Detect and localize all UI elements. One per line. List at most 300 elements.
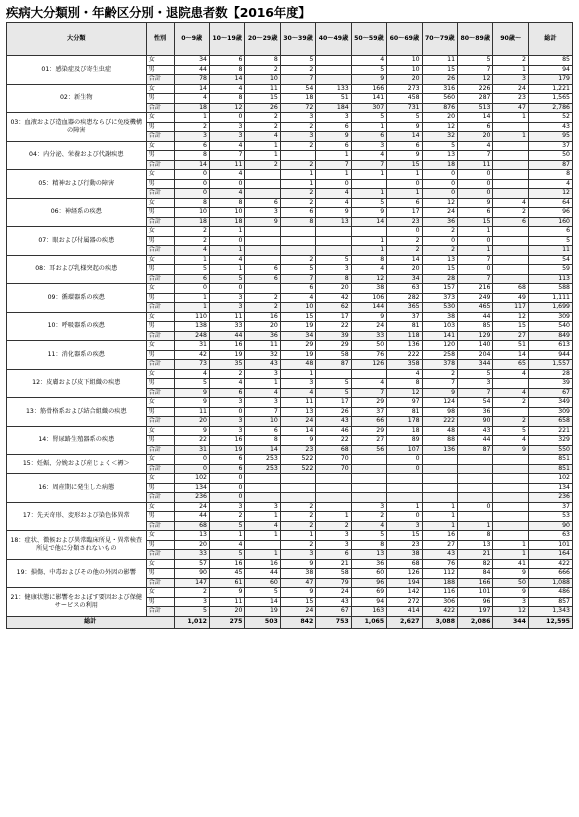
count-cell: 20 <box>387 265 422 275</box>
sex-cell: 合計 <box>146 189 174 199</box>
sex-cell: 女 <box>146 455 174 465</box>
count-cell: 5 <box>245 588 280 598</box>
count-cell: 3 <box>351 141 386 151</box>
table-row <box>7 531 573 541</box>
count-cell: 0 <box>422 189 457 199</box>
count-cell <box>387 483 422 493</box>
count-cell: 11 <box>174 407 209 417</box>
count-cell: 1 <box>174 303 209 313</box>
header-age: 60～69歳 <box>387 23 422 56</box>
sex-cell: 男 <box>146 179 174 189</box>
row-total-cell: 857 <box>528 597 572 607</box>
count-cell: 60 <box>351 569 386 579</box>
count-cell: 136 <box>422 445 457 455</box>
count-cell: 51 <box>493 341 528 351</box>
count-cell: 43 <box>422 550 457 560</box>
count-cell: 103 <box>422 322 457 332</box>
row-total-cell: 179 <box>528 75 572 85</box>
row-total-cell: 550 <box>528 445 572 455</box>
count-cell: 97 <box>387 398 422 408</box>
count-cell: 4 <box>280 293 315 303</box>
sex-cell: 男 <box>146 151 174 161</box>
count-cell: 85 <box>458 322 493 332</box>
count-cell: 2 <box>174 588 209 598</box>
count-cell: 43 <box>458 426 493 436</box>
count-cell: 110 <box>174 312 209 322</box>
count-cell: 34 <box>174 56 209 66</box>
count-cell: 3 <box>209 122 244 132</box>
count-cell: 0 <box>458 502 493 512</box>
count-cell: 7 <box>458 274 493 284</box>
count-cell: 24 <box>316 588 351 598</box>
sex-cell: 合計 <box>146 246 174 256</box>
row-total-cell: 851 <box>528 455 572 465</box>
count-cell <box>351 227 386 237</box>
row-total-cell: 2,786 <box>528 103 572 113</box>
count-cell: 14 <box>280 426 315 436</box>
header-row <box>7 23 573 56</box>
count-cell <box>493 255 528 265</box>
count-cell: 19 <box>209 445 244 455</box>
count-cell: 44 <box>174 512 209 522</box>
count-cell: 39 <box>316 331 351 341</box>
count-cell: 94 <box>351 597 386 607</box>
count-cell: 6 <box>316 141 351 151</box>
row-total-cell: 53 <box>528 512 572 522</box>
count-cell: 10 <box>174 208 209 218</box>
count-cell: 2 <box>280 65 315 75</box>
count-cell: 54 <box>458 398 493 408</box>
sex-cell: 合計 <box>146 132 174 142</box>
count-cell: 35 <box>209 360 244 370</box>
count-cell: 20 <box>209 607 244 617</box>
count-cell: 84 <box>458 569 493 579</box>
row-total-cell: 1,088 <box>528 578 572 588</box>
count-cell: 1 <box>351 122 386 132</box>
count-cell: 414 <box>387 607 422 617</box>
count-cell: 69 <box>351 588 386 598</box>
header-age: 80～89歳 <box>458 23 493 56</box>
count-cell <box>458 483 493 493</box>
count-cell: 36 <box>458 407 493 417</box>
count-cell: 0 <box>458 179 493 189</box>
count-cell <box>316 246 351 256</box>
table-row <box>7 502 573 512</box>
sex-cell: 女 <box>146 559 174 569</box>
count-cell: 7 <box>209 151 244 161</box>
count-cell: 2 <box>209 369 244 379</box>
count-cell: 1 <box>351 170 386 180</box>
count-cell: 72 <box>280 103 315 113</box>
count-cell <box>245 474 280 484</box>
count-cell: 0 <box>174 189 209 199</box>
count-cell: 20 <box>174 417 209 427</box>
count-cell: 2 <box>493 56 528 66</box>
count-cell: 1 <box>316 151 351 161</box>
count-cell <box>387 474 422 484</box>
count-cell: 226 <box>458 84 493 94</box>
count-cell: 5 <box>316 255 351 265</box>
count-cell: 81 <box>387 407 422 417</box>
sex-cell: 男 <box>146 569 174 579</box>
count-cell: 9 <box>174 426 209 436</box>
count-cell <box>493 246 528 256</box>
table-row <box>7 559 573 569</box>
count-cell: 9 <box>493 445 528 455</box>
count-cell: 126 <box>351 360 386 370</box>
count-cell: 3 <box>316 531 351 541</box>
count-cell: 16 <box>245 559 280 569</box>
count-cell: 16 <box>209 341 244 351</box>
count-cell: 7 <box>422 379 457 389</box>
count-cell: 6 <box>387 141 422 151</box>
count-cell: 3 <box>245 502 280 512</box>
count-cell <box>458 464 493 474</box>
count-cell: 116 <box>422 588 457 598</box>
sex-cell: 合計 <box>146 521 174 531</box>
row-total-cell: 67 <box>528 388 572 398</box>
count-cell: 222 <box>387 350 422 360</box>
count-cell: 27 <box>493 331 528 341</box>
sex-cell: 女 <box>146 312 174 322</box>
sex-cell: 女 <box>146 502 174 512</box>
count-cell: 76 <box>351 350 386 360</box>
count-cell: 68 <box>493 284 528 294</box>
count-cell: 89 <box>387 436 422 446</box>
count-cell <box>493 189 528 199</box>
row-total-cell: 422 <box>528 559 572 569</box>
category-label: 07：眼および付属器の疾患 <box>7 227 147 256</box>
count-cell: 118 <box>387 331 422 341</box>
count-cell: 5 <box>316 379 351 389</box>
count-cell <box>351 179 386 189</box>
count-cell: 136 <box>387 341 422 351</box>
count-cell: 112 <box>422 569 457 579</box>
count-cell: 307 <box>351 103 386 113</box>
count-cell: 15 <box>493 322 528 332</box>
count-cell: 1 <box>209 246 244 256</box>
count-cell: 5 <box>458 369 493 379</box>
count-cell: 19 <box>280 322 315 332</box>
count-cell: 11 <box>245 84 280 94</box>
row-total-cell: 349 <box>528 398 572 408</box>
row-total-cell: 5 <box>528 236 572 246</box>
count-cell: 560 <box>422 94 457 104</box>
count-cell: 120 <box>422 341 457 351</box>
count-cell: 9 <box>458 198 493 208</box>
count-cell: 14 <box>493 350 528 360</box>
row-total-cell: 43 <box>528 122 572 132</box>
count-cell: 87 <box>316 360 351 370</box>
count-cell: 0 <box>458 170 493 180</box>
count-cell <box>493 379 528 389</box>
row-total-cell: 309 <box>528 407 572 417</box>
count-cell: 4 <box>493 388 528 398</box>
count-cell: 4 <box>280 388 315 398</box>
count-cell: 3 <box>174 597 209 607</box>
count-cell: 2 <box>280 512 315 522</box>
count-cell: 41 <box>493 559 528 569</box>
count-cell: 49 <box>493 293 528 303</box>
count-cell: 1 <box>493 113 528 123</box>
count-cell: 6 <box>316 122 351 132</box>
count-cell: 4 <box>174 246 209 256</box>
count-cell: 4 <box>174 369 209 379</box>
count-cell: 38 <box>422 312 457 322</box>
count-cell: 88 <box>422 436 457 446</box>
row-total-cell: 160 <box>528 217 572 227</box>
sex-cell: 女 <box>146 56 174 66</box>
count-cell <box>493 170 528 180</box>
count-cell: 14 <box>387 255 422 265</box>
category-label: 06：神経系の疾患 <box>7 198 147 227</box>
count-cell: 33 <box>174 550 209 560</box>
count-cell: 19 <box>209 350 244 360</box>
count-cell: 12 <box>351 274 386 284</box>
count-cell: 3 <box>280 113 315 123</box>
count-cell <box>493 483 528 493</box>
count-cell <box>245 255 280 265</box>
row-total-cell: 11 <box>528 246 572 256</box>
count-cell: 0 <box>422 170 457 180</box>
count-cell: 38 <box>351 284 386 294</box>
count-cell: 20 <box>458 132 493 142</box>
count-cell <box>422 483 457 493</box>
count-cell: 32 <box>245 350 280 360</box>
category-label: 19：損傷、中毒およびその他の外因の影響 <box>7 559 147 588</box>
count-cell: 8 <box>245 56 280 66</box>
count-cell: 4 <box>351 151 386 161</box>
count-cell: 15 <box>422 265 457 275</box>
sex-cell: 合計 <box>146 417 174 427</box>
count-cell: 0 <box>174 455 209 465</box>
count-cell: 24 <box>174 502 209 512</box>
count-cell: 3 <box>316 265 351 275</box>
count-cell: 18 <box>174 217 209 227</box>
count-cell: 4 <box>316 198 351 208</box>
count-cell: 1 <box>493 550 528 560</box>
count-cell: 5 <box>280 265 315 275</box>
count-cell: 5 <box>351 531 386 541</box>
count-cell <box>422 493 457 503</box>
count-cell: 10 <box>387 65 422 75</box>
count-cell: 0 <box>209 474 244 484</box>
count-cell <box>316 502 351 512</box>
table-row <box>7 198 573 208</box>
count-cell: 4 <box>209 170 244 180</box>
sex-cell: 合計 <box>146 578 174 588</box>
count-cell: 287 <box>458 94 493 104</box>
count-cell: 117 <box>493 303 528 313</box>
grand-total-label: 総計 <box>7 616 175 628</box>
count-cell: 6 <box>209 455 244 465</box>
count-cell: 9 <box>280 588 315 598</box>
count-cell: 26 <box>316 407 351 417</box>
count-cell: 12 <box>387 388 422 398</box>
count-cell <box>316 493 351 503</box>
count-cell <box>316 474 351 484</box>
count-cell: 18 <box>422 160 457 170</box>
row-total-cell: 1,699 <box>528 303 572 313</box>
count-cell: 5 <box>351 65 386 75</box>
sex-cell: 男 <box>146 236 174 246</box>
sex-cell: 男 <box>146 322 174 332</box>
count-cell: 236 <box>174 493 209 503</box>
count-cell <box>280 246 315 256</box>
count-cell: 4 <box>209 84 244 94</box>
count-cell: 29 <box>351 426 386 436</box>
count-cell: 9 <box>316 132 351 142</box>
header-age: 90歳～ <box>493 23 528 56</box>
count-cell: 5 <box>209 550 244 560</box>
count-cell: 10 <box>209 208 244 218</box>
count-cell: 2 <box>493 398 528 408</box>
row-total-cell: 94 <box>528 65 572 75</box>
count-cell: 15 <box>387 160 422 170</box>
sex-cell: 合計 <box>146 550 174 560</box>
count-cell: 8 <box>351 540 386 550</box>
grand-total-cell: 1,012 <box>174 616 209 628</box>
count-cell: 3 <box>209 426 244 436</box>
count-cell: 9 <box>387 151 422 161</box>
count-cell: 14 <box>245 597 280 607</box>
category-label: 09：循環器系の疾患 <box>7 284 147 313</box>
count-cell: 20 <box>387 75 422 85</box>
header-category: 大分類 <box>7 23 147 56</box>
count-cell: 22 <box>316 436 351 446</box>
count-cell: 184 <box>316 103 351 113</box>
count-cell: 58 <box>316 569 351 579</box>
count-cell: 50 <box>351 341 386 351</box>
count-cell <box>422 464 457 474</box>
count-cell: 1 <box>245 531 280 541</box>
count-cell: 101 <box>458 588 493 598</box>
sex-cell: 合計 <box>146 464 174 474</box>
grand-total-cell: 3,088 <box>422 616 457 628</box>
count-cell: 530 <box>422 303 457 313</box>
table-row <box>7 170 573 180</box>
count-cell: 28 <box>422 274 457 284</box>
count-cell: 0 <box>209 493 244 503</box>
sex-cell: 合計 <box>146 75 174 85</box>
count-cell: 11 <box>245 341 280 351</box>
count-cell: 24 <box>493 84 528 94</box>
category-label: 15：妊娠、分娩および産じょく＜褥＞ <box>7 455 147 474</box>
count-cell: 5 <box>174 607 209 617</box>
count-cell: 11 <box>209 597 244 607</box>
header-age: 70～79歳 <box>422 23 457 56</box>
count-cell: 23 <box>493 94 528 104</box>
table-row <box>7 474 573 484</box>
category-label: 18：症状、徴候および異常臨床所見・異常検査所見で他に分類されないもの <box>7 531 147 560</box>
count-cell: 876 <box>422 103 457 113</box>
count-cell: 31 <box>174 341 209 351</box>
row-total-cell: 4 <box>528 179 572 189</box>
category-label: 08：耳および乳様突起の疾患 <box>7 255 147 284</box>
count-cell: 42 <box>174 350 209 360</box>
count-cell <box>351 369 386 379</box>
count-cell: 12 <box>422 198 457 208</box>
count-cell: 43 <box>245 360 280 370</box>
grand-total-cell: 503 <box>245 616 280 628</box>
count-cell <box>316 236 351 246</box>
count-cell: 0 <box>458 236 493 246</box>
sex-cell: 合計 <box>146 303 174 313</box>
count-cell: 14 <box>458 113 493 123</box>
count-cell: 522 <box>280 455 315 465</box>
count-cell: 66 <box>351 417 386 427</box>
count-cell <box>493 141 528 151</box>
count-cell: 87 <box>458 445 493 455</box>
count-cell: 3 <box>280 379 315 389</box>
count-cell: 2 <box>174 236 209 246</box>
count-cell: 2 <box>280 198 315 208</box>
count-cell: 2 <box>422 246 457 256</box>
count-cell: 7 <box>458 255 493 265</box>
count-cell <box>245 227 280 237</box>
count-cell: 2 <box>280 502 315 512</box>
count-cell: 4 <box>351 521 386 531</box>
count-cell: 1 <box>209 227 244 237</box>
count-cell: 5 <box>316 388 351 398</box>
count-cell: 9 <box>422 388 457 398</box>
count-cell: 58 <box>316 350 351 360</box>
count-cell: 34 <box>280 331 315 341</box>
count-cell <box>493 474 528 484</box>
count-cell: 222 <box>422 417 457 427</box>
count-cell: 13 <box>316 217 351 227</box>
count-cell: 1 <box>422 502 457 512</box>
table-row <box>7 84 573 94</box>
count-cell: 2 <box>422 369 457 379</box>
count-cell: 3 <box>174 132 209 142</box>
header-age: 40～49歳 <box>316 23 351 56</box>
count-cell: 8 <box>209 198 244 208</box>
count-cell: 1 <box>209 265 244 275</box>
table-row <box>7 284 573 294</box>
count-cell: 65 <box>493 360 528 370</box>
row-total-cell: 1,557 <box>528 360 572 370</box>
count-cell: 13 <box>174 531 209 541</box>
count-cell: 5 <box>351 198 386 208</box>
page-title: 疾病大分類別・年齢区分別・退院患者数【2016年度】 <box>6 5 311 20</box>
sex-cell: 女 <box>146 227 174 237</box>
count-cell: 46 <box>316 426 351 436</box>
sex-cell: 女 <box>146 426 174 436</box>
count-cell: 0 <box>422 236 457 246</box>
count-cell: 8 <box>280 217 315 227</box>
count-cell: 2 <box>174 227 209 237</box>
count-cell: 15 <box>458 217 493 227</box>
count-cell: 1 <box>458 227 493 237</box>
count-cell: 0 <box>422 179 457 189</box>
sex-cell: 女 <box>146 255 174 265</box>
sex-cell: 合計 <box>146 607 174 617</box>
count-cell: 9 <box>280 559 315 569</box>
count-cell: 6 <box>209 56 244 66</box>
count-cell: 0 <box>209 407 244 417</box>
count-cell: 2 <box>245 303 280 313</box>
header-age: 50～59歳 <box>351 23 386 56</box>
table-row <box>7 455 573 465</box>
count-cell: 2 <box>280 540 315 550</box>
count-cell: 166 <box>351 84 386 94</box>
header-age: 10～19歳 <box>209 23 244 56</box>
count-cell: 50 <box>493 578 528 588</box>
count-cell: 2 <box>387 236 422 246</box>
count-cell: 98 <box>422 407 457 417</box>
count-cell: 253 <box>245 464 280 474</box>
